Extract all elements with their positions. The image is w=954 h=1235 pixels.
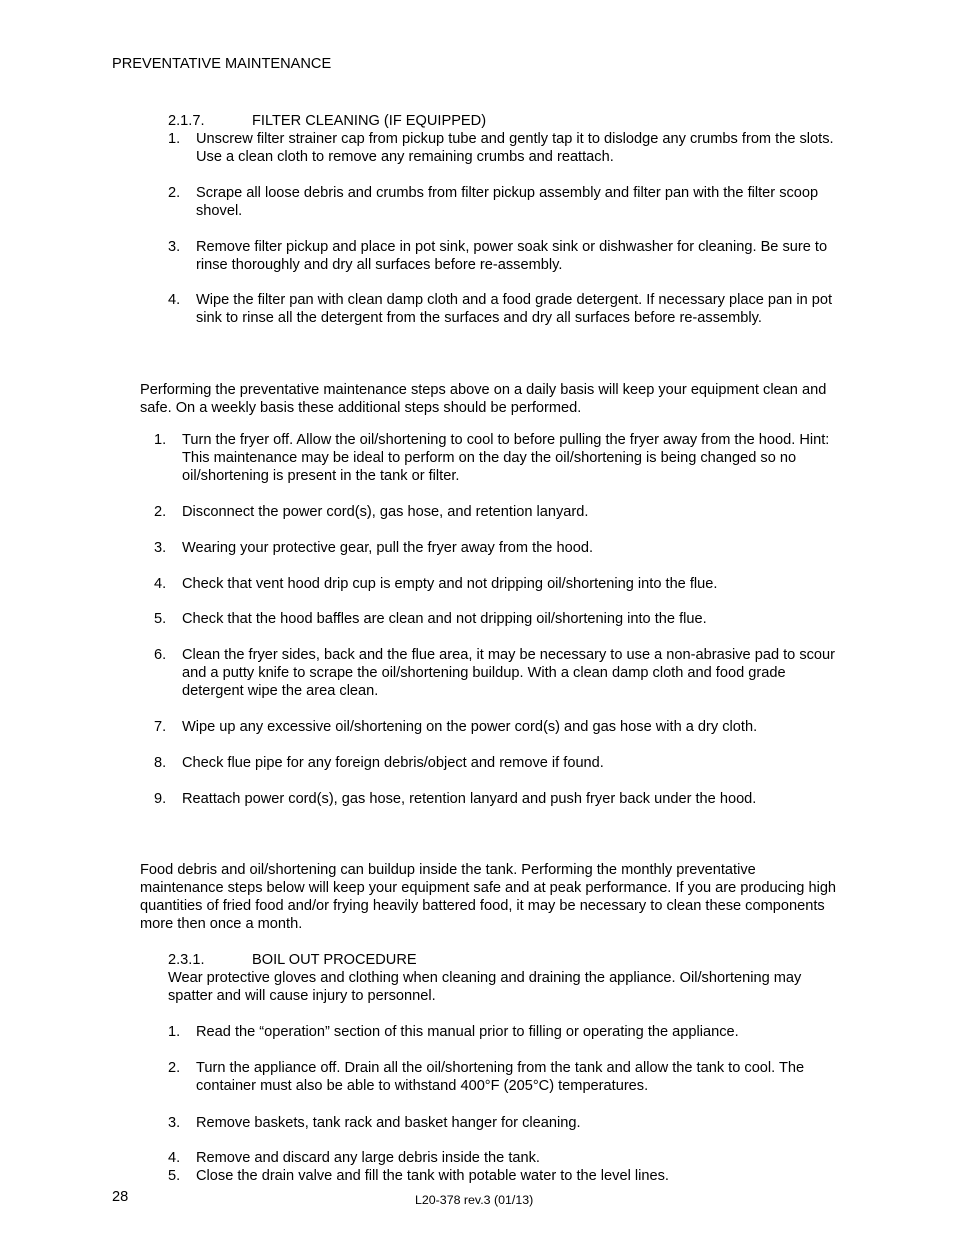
list-item-number: 4. <box>168 1150 181 1166</box>
list-item-number: 2. <box>168 1060 181 1076</box>
list-item-number: 5. <box>168 1168 181 1184</box>
list-item <box>168 1167 842 1185</box>
list-item-text: Wipe up any excessive oil/shortening on the power cord(s) and gas hose with a dry cloth. <box>182 719 758 735</box>
section-number: 2.1.7. <box>168 113 205 129</box>
list-item <box>168 184 842 238</box>
list-item-text: Check that vent hood drip cup is empty and not dripping oil/shortening into the flue. <box>182 576 718 592</box>
list-item-number: 5. <box>154 611 167 627</box>
list-item-number: 3. <box>168 1115 181 1131</box>
list-item-number: 9. <box>154 791 167 807</box>
list-item <box>168 1059 842 1114</box>
weekly-maintenance-list <box>154 431 842 808</box>
boil-out-warning: Wear protective gloves and clothing when cleaning and draining the appliance. Oil/shortening may spatter and will cause injury to personnel. <box>168 970 802 1004</box>
list-item-number: 1. <box>168 1024 181 1040</box>
list-item-number: 8. <box>154 755 167 771</box>
list-item <box>168 130 842 184</box>
list-item-number: 1. <box>154 432 167 448</box>
list-item <box>154 610 842 646</box>
list-item-text: Disconnect the power cord(s), gas hose, and retention lanyard. <box>182 504 589 520</box>
page-number: 28 <box>112 1189 129 1205</box>
list-item-number: 3. <box>168 239 181 255</box>
list-item <box>154 431 842 503</box>
list-item-number: 4. <box>154 576 167 592</box>
list-item <box>154 754 842 790</box>
list-item <box>154 790 842 808</box>
list-item-text: Clean the fryer sides, back and the flue area, it may be necessary to use a non-abrasive pad to scour and a putty knife to scrape the oil/shortening buildup. With a clean damp cloth and food grade detergent wipe the area clean. <box>182 647 836 699</box>
list-item-text: Wipe the filter pan with clean damp cloth and a food grade detergent. If necessary place pan in pot sink to rinse all the detergent from the surfaces and dry all surfaces before re-assembly. <box>196 292 833 326</box>
list-item <box>154 575 842 610</box>
list-item <box>154 718 842 754</box>
list-item <box>168 1149 842 1167</box>
section-title: FILTER CLEANING (IF EQUIPPED) <box>252 113 487 129</box>
list-item-number: 2. <box>168 185 181 201</box>
list-item-number: 6. <box>154 647 167 663</box>
list-item <box>154 503 842 539</box>
list-item-text: Close the drain valve and fill the tank with potable water to the level lines. <box>196 1168 669 1184</box>
list-item-text: Read the “operation” section of this manual prior to filling or operating the appliance. <box>196 1024 739 1040</box>
section-heading-filter-cleaning <box>168 112 486 130</box>
list-item <box>168 238 842 291</box>
list-item-text: Unscrew filter strainer cap from pickup tube and gently tap it to dislodge any crumbs from the slots. Use a clean cloth to remove any remaining crumbs and reattach. <box>196 131 834 165</box>
section-title: BOIL OUT PROCEDURE <box>252 952 417 968</box>
list-item <box>168 1114 842 1149</box>
list-item-text: Remove baskets, tank rack and basket hanger for cleaning. <box>196 1115 581 1131</box>
page-header: PREVENTATIVE MAINTENANCE <box>112 56 332 72</box>
list-item-text: Scrape all loose debris and crumbs from filter pickup assembly and filter pan with the filter scoop shovel. <box>196 185 819 219</box>
list-item-text: Reattach power cord(s), gas hose, retention lanyard and push fryer back under the hood. <box>182 791 757 807</box>
list-item-number: 7. <box>154 719 167 735</box>
list-item-number: 2. <box>154 504 167 520</box>
list-item <box>168 1023 842 1059</box>
list-item <box>154 539 842 575</box>
list-item-text: Remove and discard any large debris inside the tank. <box>196 1150 540 1166</box>
monthly-intro-paragraph: Food debris and oil/shortening can buildup inside the tank. Performing the monthly preventative maintenance steps below will keep your equipment safe and at peak performance. If you are producing high quantities of fried food and/or frying heavily battered food, it may be necessary to clean these components more then once a month. <box>140 862 837 932</box>
list-item-text: Turn the appliance off. Drain all the oil/shortening from the tank and allow the tank to cool. The container must also be able to withstand 400°F (205°C) temperatures. <box>196 1060 805 1094</box>
document-id: L20-378 rev.3 (01/13) <box>415 1193 534 1207</box>
section-heading-boil-out <box>168 951 417 969</box>
filter-cleaning-list <box>168 130 842 345</box>
list-item-number: 4. <box>168 292 181 308</box>
list-item-text: Remove filter pickup and place in pot sink, power soak sink or dishwasher for cleaning. Be sure to rinse thoroughly and dry all surfaces before re-assembly. <box>196 239 828 273</box>
list-item-text: Wearing your protective gear, pull the fryer away from the hood. <box>182 540 593 556</box>
boil-out-list <box>168 1023 842 1185</box>
list-item-number: 1. <box>168 131 181 147</box>
list-item-text: Check that the hood baffles are clean and not dripping oil/shortening into the flue. <box>182 611 707 627</box>
list-item-number: 3. <box>154 540 167 556</box>
section-number: 2.3.1. <box>168 952 205 968</box>
weekly-intro-paragraph: Performing the preventative maintenance steps above on a daily basis will keep your equipment clean and safe. On a weekly basis these additional steps should be performed. <box>140 382 827 416</box>
list-item-text: Turn the fryer off. Allow the oil/shortening to cool to before pulling the fryer away from the hood. Hint: This maintenance may be ideal to perform on the day the oil/shortening is being changed so no oil/shortening is present in the tank or filter. <box>182 432 830 484</box>
list-item-text: Check flue pipe for any foreign debris/object and remove if found. <box>182 755 604 771</box>
list-item <box>168 291 842 345</box>
list-item <box>154 646 842 718</box>
